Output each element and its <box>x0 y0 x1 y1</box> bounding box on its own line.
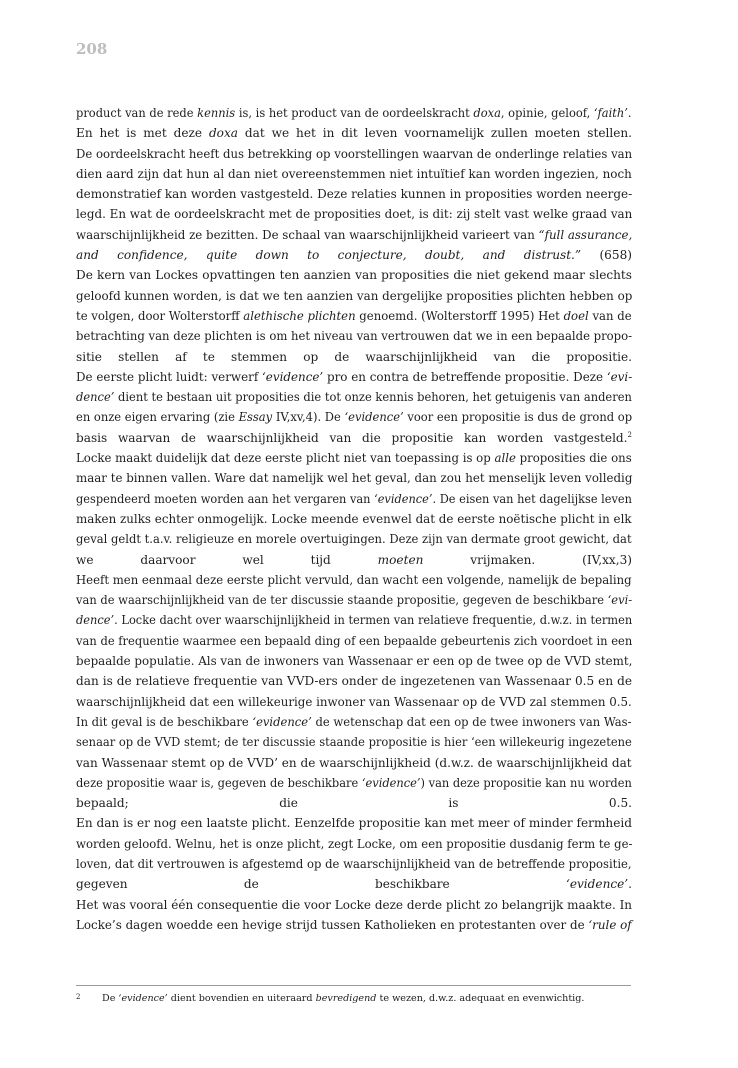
footnote-number: 2 <box>76 993 81 1001</box>
text-run: De oordeelskracht heeft dus betrekking op voorstellingen waarvan de onderlinge relaties van <box>76 146 633 161</box>
text-run: waarschijnlijkheid ze bezitten. De schaal van waarschijnlijkheid varieert van <box>76 227 539 242</box>
text-line <box>76 550 632 570</box>
text-run: (658) <box>581 248 632 263</box>
text-run: dient bovendien en uiteraard <box>167 993 316 1004</box>
text-line <box>76 753 630 773</box>
text-run: demonstratief kan worden vastgesteld. Deze relaties kunnen in proposities worden neerge- <box>76 187 633 202</box>
text-run: we daarvoor wel tijd <box>76 552 378 567</box>
italic-text: doxa <box>208 126 238 141</box>
text-run: en onze eigen ervaring (zie <box>76 410 239 425</box>
text-run: senaar op de VVD stemt; de ter discussie staande propositie is hier ‘een willekeurig ingezetene <box>76 735 632 750</box>
text-line <box>76 204 633 224</box>
text-run: legd. En wat de oordeelskracht met de proposities doet, is dit: zij stelt vast welke graad van <box>76 207 633 222</box>
italic-text: ‘evidence’ <box>262 369 324 384</box>
text-run: De eerste plicht luidt: verwerf <box>76 369 263 384</box>
italic-text: dence’ <box>76 390 115 405</box>
text-line <box>76 874 632 894</box>
text-line <box>76 834 633 854</box>
text-run: van de frequentie waarmee een bepaald ding of een bepaalde gebeurtenis zich voordoet in een <box>76 633 633 648</box>
italic-text: ‘evidence’ <box>361 775 421 790</box>
italic-text: alethische plichten <box>243 308 356 323</box>
italic-text: doel <box>563 308 589 323</box>
text-line <box>76 184 633 204</box>
italic-text: alle <box>494 451 516 466</box>
text-line <box>76 123 632 143</box>
text-run: bepaalde populatie. Als van de inwoners van Wassenaar er een op de twee op de VVD stemt, <box>76 654 633 669</box>
text-run: pro en contra de betreffende propositie. Deze <box>323 369 607 384</box>
text-run: . Locke dacht over waarschijnlijkheid in termen van relatieve frequentie, d.w.z. in termen <box>114 613 633 628</box>
text-run: proposities die ons <box>515 451 632 466</box>
text-run: Locke’s dagen woedde een hevige strijd tussen Katholieken en protestanten over de <box>76 917 589 932</box>
text-run: De kern van Lockes opvattingen ten aanzien van proposities die niet gekend maar slechts <box>76 268 632 283</box>
italic-text: ‘evidence’ <box>374 491 433 506</box>
footnote <box>76 991 632 1005</box>
text-run: loven, dat dit vertrouwen is afgestemd op de waarschijnlijkheid van de betreffende propositie, <box>76 856 632 871</box>
text-line <box>76 347 632 367</box>
text-run: geval geldt t.a.v. religieuze en morele overtuigingen. Deze zijn van dermate groot gewicht, dat <box>76 532 632 547</box>
text-line <box>76 225 633 245</box>
italic-text: ‘evidence’ <box>565 877 629 892</box>
text-run: geloofd kunnen worden, is dat we ten aanzien van dergelijke proposities plichten hebben op <box>76 288 633 303</box>
text-run: te wezen, d.w.z. adequaat en evenwichtig. <box>376 993 585 1004</box>
text-run: waarschijnlijkheid dat een willekeurige inwoner van Wassenaar op de VVD zal stemmen 0.5. <box>76 694 632 709</box>
text-line <box>76 671 632 691</box>
italic-text: ‘evi- <box>607 593 633 608</box>
page-number: 208 <box>76 40 108 58</box>
text-line <box>76 712 632 732</box>
italic-text: ‘evidence’ <box>252 714 312 729</box>
text-run: En het is met deze <box>76 126 209 141</box>
text-line <box>76 286 633 306</box>
italic-text: dence’ <box>76 613 115 628</box>
text-line <box>76 793 632 813</box>
text-run: vrijmaken. (IV,xx,3) <box>423 552 632 567</box>
text-run: dat we het in dit leven voornamelijk zullen moeten stellen. <box>238 126 632 141</box>
italic-text: ‘faith’ <box>593 106 628 120</box>
text-line <box>76 773 632 793</box>
text-line <box>76 265 632 285</box>
text-run: IV,xv,4). De <box>272 410 345 425</box>
text-run: En dan is er nog een laatste plicht. Eenzelfde propositie kan met meer of minder fermheid <box>76 816 632 831</box>
text-line <box>76 529 632 549</box>
text-run: voor een propositie is dus de grond op <box>403 410 633 425</box>
text-line <box>76 387 632 407</box>
text-run: De <box>102 993 119 1004</box>
italic-text: kennis <box>197 106 236 120</box>
text-run: maar te binnen vallen. Ware dat namelijk wel het geval, dan zou het menselijk leven volledig <box>76 471 633 486</box>
text-line <box>76 895 633 915</box>
text-run: Locke maakt duidelijk dat deze eerste plicht niet van toepassing is op <box>76 451 495 466</box>
text-run: dien aard zijn dat hun al dan niet overeenstemmen niet intuïtief kan worden ingezien, noch <box>76 166 632 181</box>
text-run: van Wassenaar stemt op de VVD’ en de waarschijnlijkheid (d.w.z. de waarschijnlijkheid dat <box>76 755 632 770</box>
text-run: product van de rede <box>76 106 198 120</box>
text-run: worden geloofd. Welnu, het is onze plicht, zegt Locke, om een propositie dusdanig ferm te ge- <box>76 836 633 851</box>
text-run: de wetenschap dat een op de twee inwoners van Was- <box>311 714 632 729</box>
text-line <box>76 813 632 833</box>
italic-text: bevredigend <box>315 993 377 1004</box>
text-run: dient te bestaan uit proposities die tot onze kennis behoren, het getuigenis van anderen <box>114 390 632 405</box>
text-line <box>76 651 633 671</box>
text-run: dan is de relatieve frequentie van VVD-ers onder de ingezetenen van Wassenaar 0.5 en de <box>76 674 632 689</box>
text-line <box>76 489 632 509</box>
footnote-reference: 2 <box>627 430 632 439</box>
text-run: betrachting van deze plichten is om het niveau van vertrouwen dat we in een bepaalde propo- <box>76 329 633 344</box>
text-run: ) van deze propositie kan nu worden <box>420 775 632 790</box>
text-line <box>76 367 633 387</box>
text-line <box>76 692 632 712</box>
text-run: van de waarschijnlijkheid van de ter discussie staande propositie, gegeven de beschikbare <box>76 593 608 608</box>
text-line <box>76 509 632 529</box>
text-line <box>76 610 633 630</box>
text-run: . <box>627 106 632 120</box>
text-line <box>76 854 632 874</box>
text-line <box>76 103 632 123</box>
text-line <box>76 468 633 488</box>
text-run: sitie stellen af te stemmen op de waarschijnlijkheid van die propositie. <box>76 349 632 364</box>
text-line <box>76 306 632 326</box>
text-line <box>76 732 632 752</box>
text-run: , opinie, geloof, <box>500 106 594 120</box>
italic-text: ‘evidence’ <box>118 993 168 1004</box>
text-line <box>76 448 632 468</box>
italic-text: “full assurance, <box>538 227 633 242</box>
italic-text: ‘evi- <box>606 369 633 384</box>
body-text <box>76 103 632 935</box>
text-run: te volgen, door Wolterstorff <box>76 308 244 323</box>
text-line <box>76 590 633 610</box>
text-run: Het was vooral één consequentie die voor Locke deze derde plicht zo belangrijk maakte. In <box>76 897 633 912</box>
italic-text: Essay <box>238 410 273 425</box>
text-run: van de <box>588 308 632 323</box>
footnote-divider <box>76 985 631 986</box>
text-run: basis waarvan de waarschijnlijkheid van die propositie kan worden vastgesteld. <box>76 430 628 445</box>
text-run: gegeven de beschikbare <box>76 877 566 892</box>
text-run: gespendeerd moeten worden aan het vergaren van <box>76 491 375 506</box>
text-line <box>76 164 632 184</box>
text-line <box>76 245 632 265</box>
text-line <box>76 570 632 590</box>
text-line <box>76 631 633 651</box>
text-line <box>76 144 633 164</box>
text-line <box>76 915 632 935</box>
text-run: deze propositie waar is, gegeven de beschikbare <box>76 775 362 790</box>
italic-text: moeten <box>377 552 424 567</box>
text-line <box>76 428 632 448</box>
text-line <box>76 326 633 346</box>
text-run: maken zulks echter onmogelijk. Locke meende evenwel dat de eerste noëtische plicht in elk <box>76 511 632 526</box>
text-run: Heeft men eenmaal deze eerste plicht vervuld, dan wacht een volgende, namelijk de bepaling <box>76 572 632 587</box>
text-line <box>76 407 633 427</box>
text-run: bepaald; die is 0.5. <box>76 796 632 811</box>
italic-text: ‘rule of <box>588 917 632 932</box>
footnote-text <box>102 993 584 1004</box>
text-run: is, is het product van de oordeelskracht <box>235 106 474 120</box>
text-run: . De eisen van het dagelijkse leven <box>432 491 632 506</box>
text-run: In dit geval is de beschikbare <box>76 714 253 729</box>
italic-text: doxa <box>473 106 501 120</box>
italic-text: ‘evidence’ <box>344 410 404 425</box>
text-run: genoemd. (Wolterstorff 1995) Het <box>355 308 564 323</box>
text-run: . <box>628 877 632 892</box>
italic-text: and confidence, quite down to conjecture, doubt, and distrust.” <box>76 248 582 263</box>
